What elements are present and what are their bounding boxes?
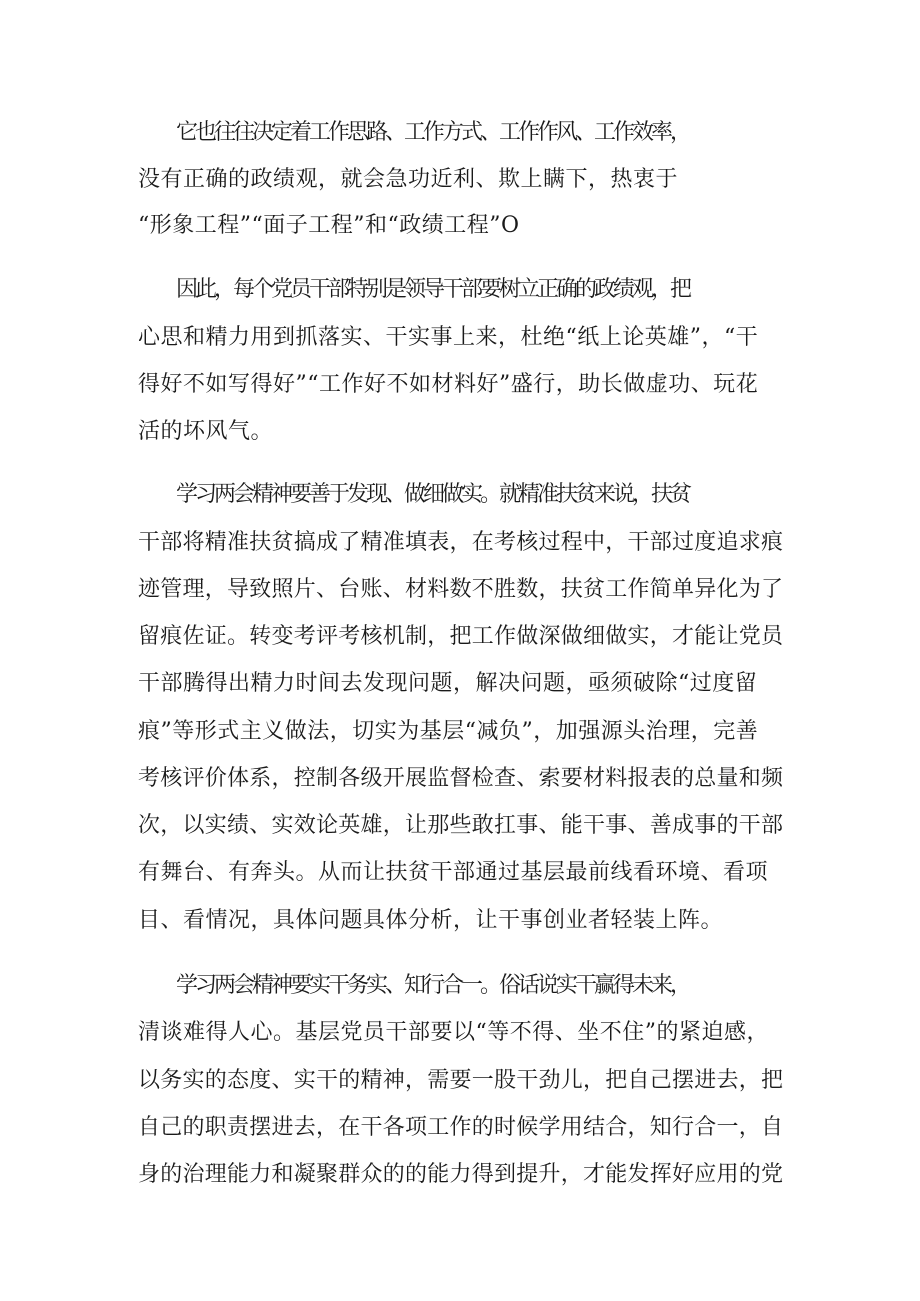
paragraph-1-line-1: 它也往往决定着工作思路、工作方式、工作作风、工作效率， [176,120,690,145]
paragraph-3-line-1: 学习两会精神要善于发现、做细做实。就精准扶贫来说，扶贫 [176,482,690,507]
paragraph-3-line-2: 干部将精准扶贫搞成了精准填表，在考核过程中，干部过度追求痕 [138,530,784,555]
paragraph-2-line-1: 因此，每个党员干部特别是领导干部要树立正确的政绩观，把 [176,277,690,302]
paragraph-4-line-4: 自己的职责摆进去，在干各项工作的时候学用结合，知行合一，自 [138,1115,784,1140]
paragraph-3-line-3: 迹管理，导致照片、台账、材料数不胜数，扶贫工作简单异化为了 [138,577,784,602]
paragraph-3-line-7: 考核评价体系，控制各级开展监督检查、索要材料报表的总量和频 [138,766,784,791]
paragraph-2-line-3: 得好不如写得好”“工作好不如材料好”盛行，助长做虚功、玩花 [138,372,759,397]
paragraph-3-line-8: 次，以实绩、实效论英雄，让那些敢扛事、能干事、善成事的干部 [138,813,784,838]
paragraph-4-line-2: 清谈难得人心。基层党员干部要以“等不得、坐不住”的紧迫感， [138,1020,769,1045]
paragraph-4-line-3: 以务实的态度、实干的精神，需要一股干劲儿，把自己摆进去，把 [138,1068,784,1093]
paragraph-3-line-5: 干部腾得出精力时间去发现问题，解决问题，亟须破除“过度留 [138,671,758,696]
paragraph-2-line-2: 心思和精力用到抓落实、干实事上来，杜绝“纸上论英雄”，“干 [138,325,759,350]
paragraph-1-line-2: 没有正确的政绩观，就会急功近利、欺上瞒下，热衷于 [138,167,679,192]
paragraph-3-line-6: 痕”等形式主义做法，切实为基层“减负”，加强源头治理，完善 [138,719,759,744]
paragraph-1-line-3: “形象工程”“面子工程”和“政绩工程”O [138,213,520,238]
paragraph-2-line-4: 活的坏风气。 [138,419,274,444]
paragraph-3-line-4: 留痕佐证。转变考评考核机制，把工作做深做细做实，才能让党员 [138,624,784,649]
paragraph-3-line-9: 有舞台、有奔头。从而让扶贫干部通过基层最前线看环境、看项 [138,860,769,885]
paragraph-4-line-1: 学习两会精神要实干务实、知行合一。俗话说实干赢得未来， [176,973,690,998]
paragraph-3-line-10: 目、看情况，具体问题具体分析，让干事创业者轻装上阵。 [138,908,724,933]
paragraph-4-line-5: 身的治理能力和凝聚群众的的能力得到提升，才能发挥好应用的党 [138,1162,784,1187]
